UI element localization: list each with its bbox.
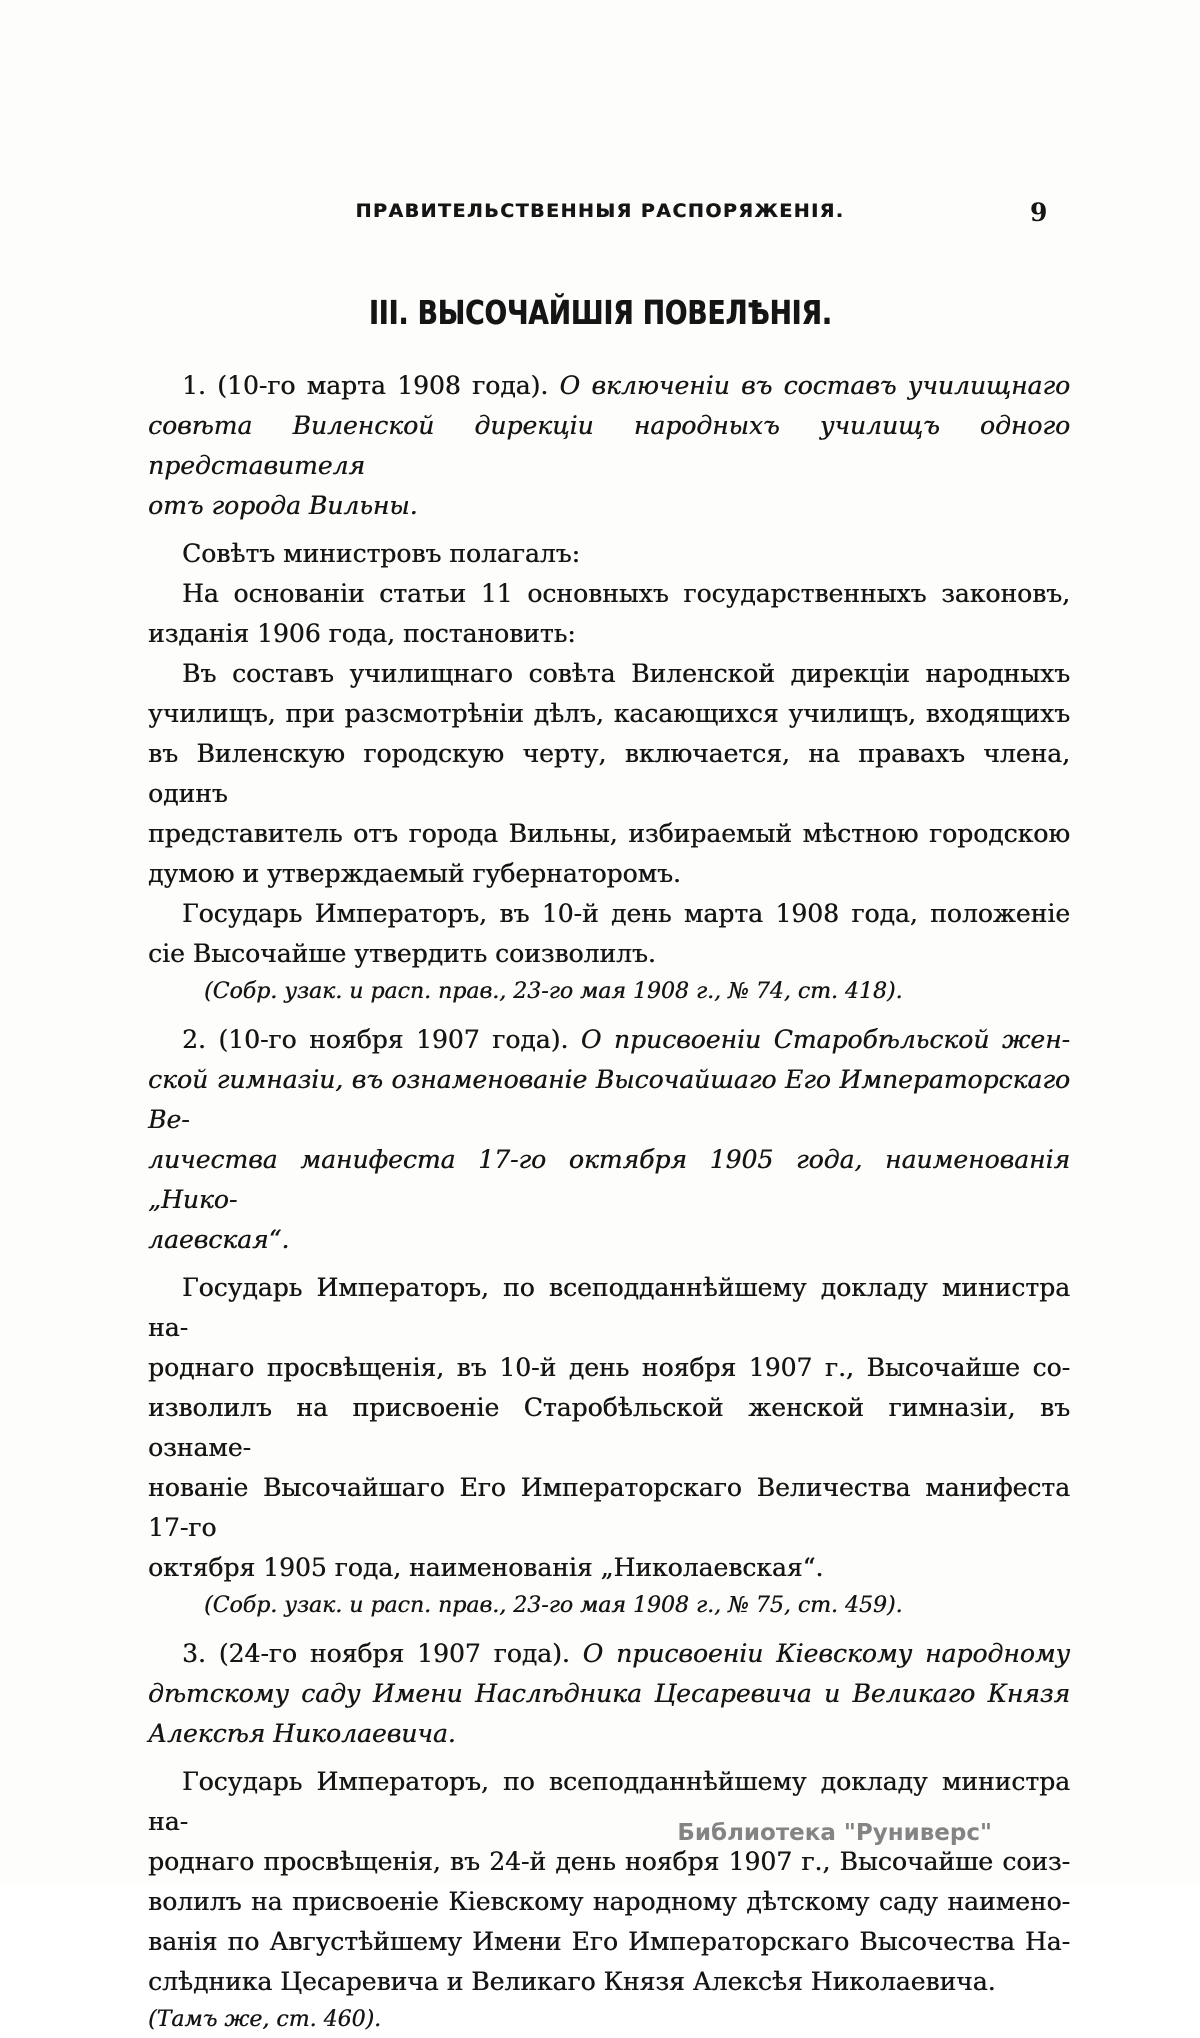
text-segment: Совѣтъ министровъ полагалъ: bbox=[182, 539, 580, 568]
page-body bbox=[148, 366, 1070, 2038]
italic-text-segment: (Тамъ же, ст. 460). bbox=[148, 2007, 382, 2032]
italic-text-segment: (Собр. узак. и расп. прав., 23-го мая 1908 г., № 75, ст. 459). bbox=[204, 1593, 903, 1618]
italic-text-segment: ской гимназіи, въ ознаменованіе Высочайшаго Его Императорскаго Ве- bbox=[148, 1065, 1070, 1134]
decree-3-paragraph-1 bbox=[148, 1762, 1070, 2002]
text-segment: волилъ на присвоеніе Кіевскому народному дѣтскому саду наимено- bbox=[148, 1887, 1070, 1916]
text-segment: роднаго просвѣщенія, въ 24-й день ноября 1907 г., Высочайше соиз- bbox=[148, 1847, 1070, 1876]
text-segment: изданія 1906 года, постановить: bbox=[148, 619, 576, 648]
text-segment: училищъ, при разсмотрѣніи дѣлъ, касающихся училищъ, входящихъ bbox=[148, 699, 1070, 728]
section-title bbox=[0, 293, 1200, 332]
text-line bbox=[148, 1468, 1070, 1548]
italic-text-segment: дѣтскому саду Имени Наслѣдника Цесаревича и Великаго Князя bbox=[148, 1679, 1070, 1708]
text-segment: Государь Императоръ, по всеподданнѣйшему докладу министра на- bbox=[148, 1273, 1070, 1342]
italic-text-segment: совѣта Виленской дирекціи народныхъ училищъ одного представителя bbox=[148, 411, 1070, 480]
text-line bbox=[148, 1060, 1070, 1140]
text-segment: 1. (10-го марта 1908 года). bbox=[182, 371, 560, 400]
text-line bbox=[148, 694, 1070, 734]
decree-2-heading bbox=[148, 1020, 1070, 1260]
text-line bbox=[148, 1962, 1070, 2002]
section-title-text: III. ВЫСОЧАЙШІЯ ПОВЕЛѢНІЯ. bbox=[368, 293, 832, 332]
decree-2-citation bbox=[148, 1588, 1070, 1624]
text-segment: 2. (10-го ноября 1907 года). bbox=[182, 1025, 581, 1054]
text-segment: роднаго просвѣщенія, въ 10-й день ноября 1907 г., Высочайше со- bbox=[148, 1353, 1070, 1382]
decree-2-paragraph-1 bbox=[148, 1268, 1070, 1588]
decree-1-paragraph-3 bbox=[148, 654, 1070, 894]
text-line bbox=[148, 934, 1070, 974]
text-line bbox=[148, 854, 1070, 894]
text-line bbox=[148, 366, 1070, 406]
text-line bbox=[148, 1674, 1070, 1714]
text-segment: думою и утверждаемый губернаторомъ. bbox=[148, 859, 681, 888]
italic-text-segment: личества манифеста 17-го октября 1905 года, наименованія „Нико- bbox=[148, 1145, 1070, 1214]
italic-text-segment: О присвоеніи Старобѣльской жен- bbox=[580, 1025, 1070, 1054]
decree-1-citation bbox=[148, 974, 1070, 1010]
page-number: 9 bbox=[1030, 198, 1048, 227]
decree-1-paragraph-4 bbox=[148, 894, 1070, 974]
text-segment: сіе Высочайше утвердить соизволилъ. bbox=[148, 939, 656, 968]
decree-3-citation bbox=[148, 2002, 1070, 2038]
text-line bbox=[148, 1548, 1070, 1588]
text-line bbox=[148, 1268, 1070, 1348]
text-segment: слѣдника Цесаревича и Великаго Князя Алексѣя Николаевича. bbox=[148, 1967, 996, 1996]
italic-text-segment: Алексѣя Николаевича. bbox=[148, 1719, 456, 1748]
text-segment: 3. (24-го ноября 1907 года). bbox=[182, 1639, 583, 1668]
italic-text-segment: О присвоеніи Кіевскому народному bbox=[582, 1639, 1070, 1668]
decree-3-heading bbox=[148, 1634, 1070, 1754]
text-segment: въ Виленскую городскую черту, включается, на правахъ члена, одинъ bbox=[148, 739, 1070, 808]
text-line bbox=[148, 814, 1070, 854]
text-segment: октября 1905 года, наименованія „Николаевская“. bbox=[148, 1553, 824, 1582]
text-line bbox=[148, 734, 1070, 814]
text-line bbox=[148, 1634, 1070, 1674]
italic-text-segment: (Собр. узак. и расп. прав., 23-го мая 1908 г., № 74, ст. 418). bbox=[204, 979, 903, 1004]
text-line bbox=[148, 1348, 1070, 1388]
text-line bbox=[148, 654, 1070, 694]
text-line bbox=[148, 1020, 1070, 1060]
text-line bbox=[148, 894, 1070, 934]
library-watermark: Библиотека "Руниверс" bbox=[677, 1820, 992, 1846]
text-line bbox=[148, 1388, 1070, 1468]
text-line bbox=[148, 2002, 818, 2038]
text-line bbox=[148, 1220, 1070, 1260]
text-segment: Государь Императоръ, по всеподданнѣйшему докладу министра на- bbox=[148, 1767, 1070, 1836]
italic-text-segment: О включеніи въ составъ училищнаго bbox=[559, 371, 1071, 400]
text-segment: изволилъ на присвоеніе Старобѣльской женской гимназіи, въ ознаме- bbox=[148, 1393, 1070, 1462]
text-line bbox=[148, 574, 1070, 614]
text-segment: нованіе Высочайшаго Его Императорскаго Величества манифеста 17-го bbox=[148, 1473, 1070, 1542]
decree-1-paragraph-1 bbox=[148, 534, 1070, 574]
text-line bbox=[148, 406, 1070, 486]
text-line bbox=[148, 534, 1070, 574]
italic-text-segment: лаевская“. bbox=[148, 1225, 290, 1254]
text-segment: Государь Императоръ, въ 10-й день марта 1908 года, положеніе bbox=[182, 899, 1070, 928]
text-segment: Въ составъ училищнаго совѣта Виленской дирекціи народныхъ bbox=[182, 659, 1070, 688]
text-line bbox=[148, 486, 1070, 526]
decree-1-heading bbox=[148, 366, 1070, 526]
text-line bbox=[148, 614, 1070, 654]
text-line bbox=[148, 1842, 1070, 1882]
text-segment: представитель отъ города Вильны, избираемый мѣстною городскою bbox=[148, 819, 1070, 848]
text-line bbox=[148, 1714, 1070, 1754]
text-segment: ванія по Августѣйшему Имени Его Императорскаго Высочества На- bbox=[148, 1927, 1070, 1956]
text-line bbox=[148, 1922, 1070, 1962]
text-line bbox=[148, 1882, 1070, 1922]
text-line bbox=[204, 974, 1070, 1010]
italic-text-segment: отъ города Вильны. bbox=[148, 491, 418, 520]
text-line bbox=[148, 1140, 1070, 1220]
running-header: ПРАВИТЕЛЬСТВЕННЫЯ РАСПОРЯЖЕНІЯ. bbox=[355, 200, 845, 222]
text-segment: На основаніи статьи 11 основныхъ государственныхъ законовъ, bbox=[182, 579, 1070, 608]
text-line bbox=[204, 1588, 1070, 1624]
decree-1-paragraph-2 bbox=[148, 574, 1070, 654]
